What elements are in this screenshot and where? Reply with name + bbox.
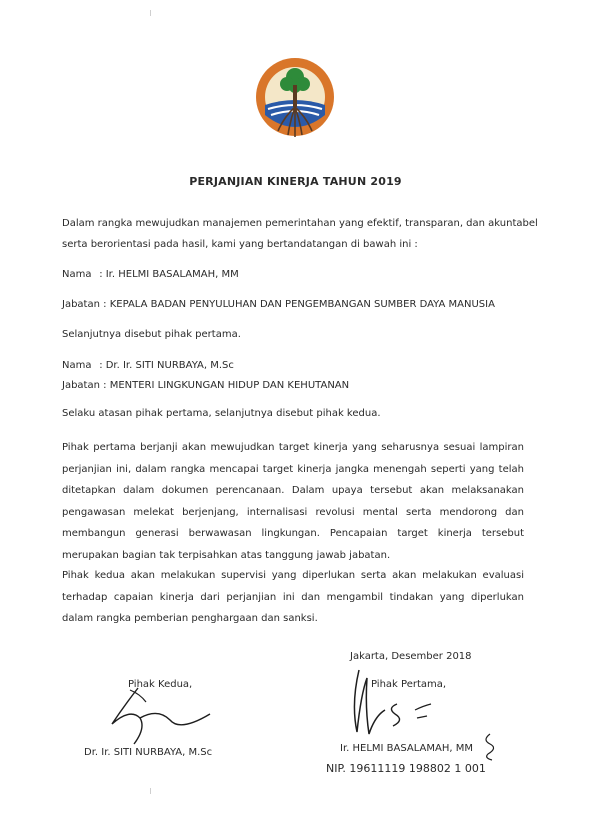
party1-name-value: : Ir. HELMI BASALAMAH, MM	[99, 269, 239, 280]
party2-name-label: Nama	[62, 360, 92, 371]
party1-designation: Selanjutnya disebut pihak pertama.	[62, 329, 241, 340]
intro-line-1: Dalam rangka mewujudkan manajemen pemerintahan yang efektif, transparan, dan akuntabel	[62, 218, 538, 229]
party2-position-value: : MENTERI LINGKUNGAN HIDUP DAN KEHUTANAN	[103, 380, 350, 391]
party1-position-label: Jabatan	[62, 299, 100, 310]
party2-position-row	[62, 379, 349, 393]
signatory-left-name: Dr. Ir. SITI NURBAYA, M.Sc	[84, 747, 213, 758]
intro-line-2: serta berorientasi pada hasil, kami yang bertandatangan di bawah ini :	[62, 239, 418, 250]
ministry-logo	[254, 55, 336, 139]
party1-name-row	[62, 268, 239, 282]
party1-position-row	[62, 298, 495, 312]
supervision-paragraph: Pihak kedua akan melakukan supervisi yang diperlukan serta akan melakukan evaluasi terhadap capaian kinerja dari perjanjian ini dan mengambil tindakan yang diperlukan dalam rangka pemberian penghargaan dan sanksi.	[62, 570, 524, 624]
party2-name-row	[62, 359, 234, 373]
signature-right	[345, 664, 455, 744]
document-title: PERJANJIAN KINERJA TAHUN 2019	[189, 175, 402, 188]
signatory-right-nip: NIP. 19611119 198802 1 001	[326, 762, 486, 775]
scan-mark	[150, 10, 151, 16]
place-date: Jakarta, Desember 2018	[350, 651, 472, 662]
signatory-right-role: Pihak Pertama,	[371, 679, 447, 690]
signatory-left-role: Pihak Kedua,	[128, 679, 193, 690]
party2-designation: Selaku atasan pihak pertama, selanjutnya disebut pihak kedua.	[62, 408, 381, 419]
party1-position-value: : KEPALA BADAN PENYULUHAN DAN PENGEMBANGAN SUMBER DAYA MANUSIA	[103, 299, 495, 310]
commitment-paragraph: Pihak pertama berjanji akan mewujudkan target kinerja yang seharusnya sesuai lampiran perjanjian ini, dalam rangka mencapai target kinerja jangka menengah seperti yang telah ditetapkan dalam dokumen perencanaan. Dalam upaya tersebut akan melaksanakan pengawasan melekat berjenjang, internalisasi revolusi mental serta mendorong dan membangun generasi berwawasan lingkungan. Pencapaian target kinerja tersebut merupakan bagian tak terpisahkan atas tanggung jawab jabatan.	[62, 442, 524, 561]
signature-left	[100, 684, 230, 750]
party2-name-value: : Dr. Ir. SITI NURBAYA, M.Sc	[99, 360, 234, 371]
signatory-right-name: Ir. HELMI BASALAMAH, MM	[340, 743, 473, 754]
party1-name-label: Nama	[62, 269, 92, 280]
party2-position-label: Jabatan	[62, 380, 100, 391]
scan-mark	[150, 788, 151, 794]
paraf-initial	[480, 732, 500, 762]
